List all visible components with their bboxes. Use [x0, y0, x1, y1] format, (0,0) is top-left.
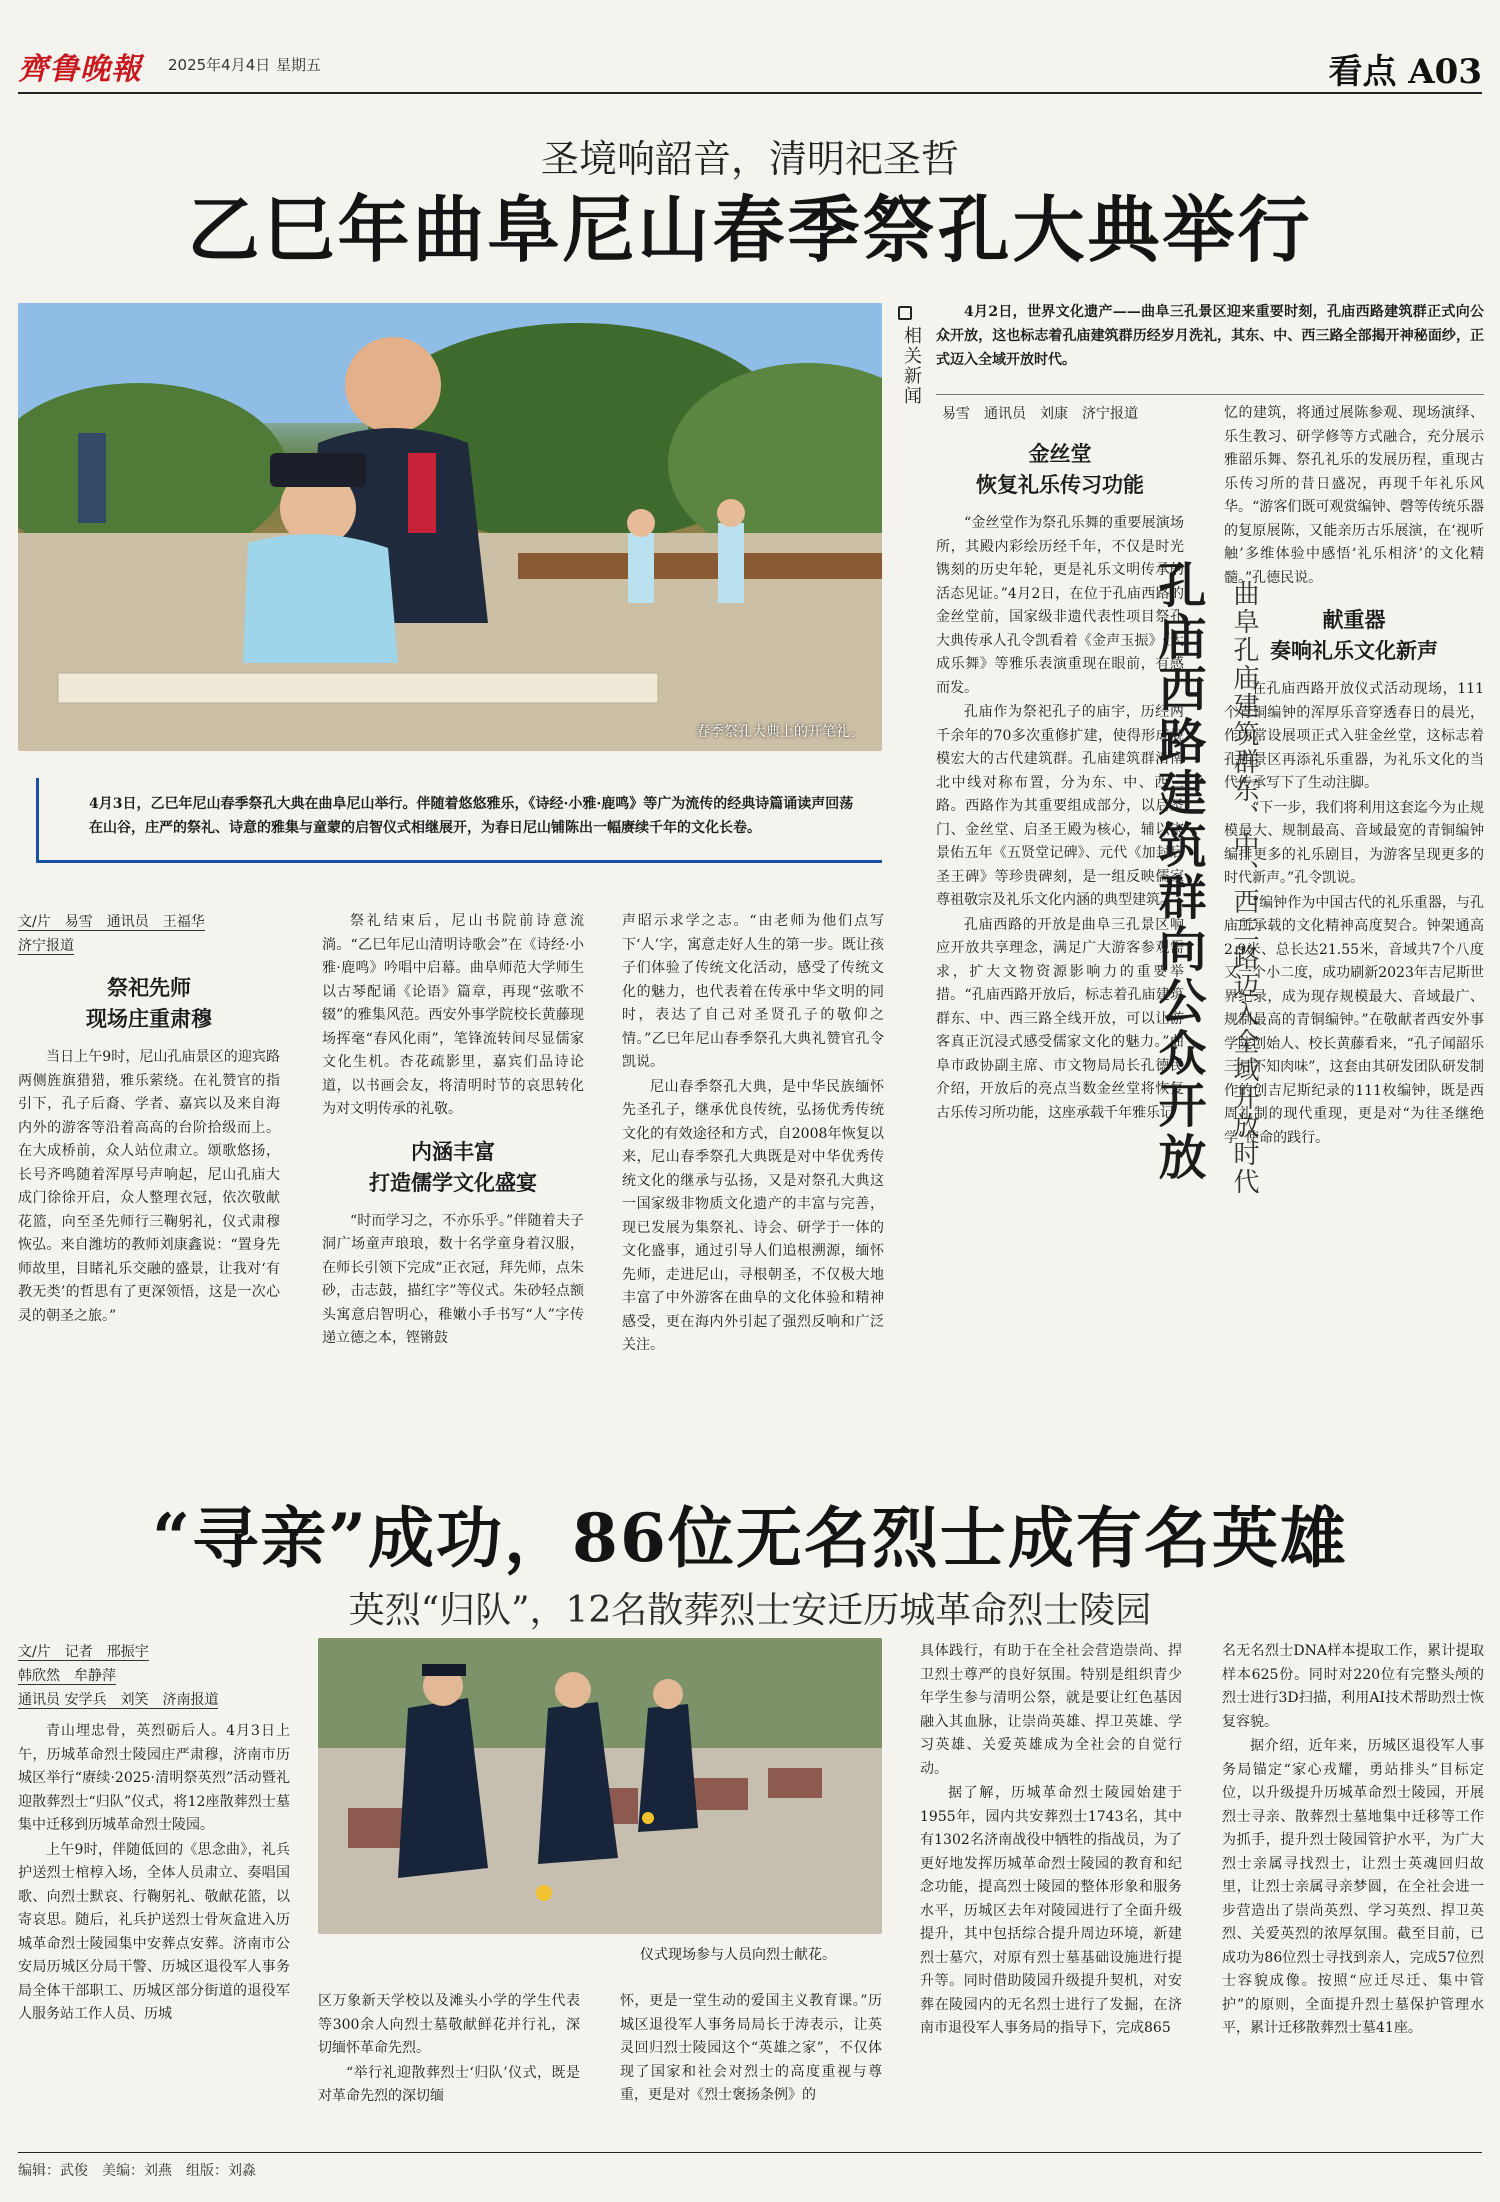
paragraph: “编钟作为中国古代的礼乐重器，与孔庙所承载的文化精神高度契合。钟架通高2.9米、总长达21.55米，音域共7个八度又一个小二度，成功刷新2023年吉尼斯世界纪录，成为现存规模最大、音域最广、规制最高的青铜编钟。”在敬献者西安外事学院创始人、校长黄藤看来，“孔子闻韶乐三月不知肉味”，这套由其研发团队研发制作的创吉尼斯纪录的111枚编钟，既是西周礼制的现代重现，更是对“为往圣继绝学”使命的践行。: [1224, 894, 1484, 1146]
story1-column-2: [322, 910, 584, 1462]
story1-byline-location: 济宁报道: [18, 938, 74, 954]
paragraph: 当日上午9时，尼山孔庙景区的迎宾路两侧旌旗猎猎，雅乐萦绕。在礼赞官的指引下，孔子后裔、学者、嘉宾以及来自海内外的游客等沿着高高的台阶拾级而上。在大成桥前，众人站位肃立。颂歌悠扬，长号齐鸣随着浑厚号声响起，尼山孔庙大成门徐徐开启，众人整理衣冠，依次敬献花篮，向至圣先师行三鞠躬礼，仪式肃穆恢弘。来自潍坊的教师刘康鑫说：“置身先师故里，目睹礼乐交融的盛景，让我对‘有教无类’的哲思有了更深领悟，这是一次心灵的朝圣之旅。”: [18, 1049, 280, 1324]
paragraph: 上午9时，伴随低回的《思念曲》，礼兵护送烈士棺椁入场，全体人员肃立、奏唱国歌、向烈士默哀、行鞠躬礼、敬献花篮，以寄哀思。随后，礼兵护送烈士骨灰盒进入历城革命烈士陵园集中安葬点安葬。济南市公安局历城区分局干警、历城区退役军人事务局全体干部职工、历城区部分街道的退役军人服务站工作人员、历城: [18, 1841, 290, 2022]
paragraph: 青山埋忠骨，英烈砺后人。4月3日上午，历城革命烈士陵园庄严肃穆，济南市历城区举行“赓续·2025·清明祭英烈”活动暨礼迎散葬烈士“归队”仪式，将12座散葬烈士墓集中迁移到历城革命烈士陵园。: [18, 1723, 290, 1833]
story2-divider: [936, 394, 1484, 395]
memorial-illustration: [318, 1638, 882, 1934]
paragraph: 据了解，历城革命烈士陵园始建于1955年，园内共安葬烈士1743名，其中有1302名济南战役中牺牲的指战员，为了更好地发挥历城革命烈士陵园的教育和纪念功能，提高烈士陵园的整体形象和服务水平，历城区去年对陵园进行了全面升级提升，其中包括综合提升周边环境，新建烈士墓穴，对原有烈士墓基础设施进行提升等。同时借助陵园升级提升契机，对安葬在陵园内的无名烈士进行了发掘，在济南市退役军人事务局的指导下，完成865: [920, 1785, 1182, 2036]
story1-subtitle: 圣境响韶音，清明祀圣哲: [540, 137, 959, 181]
story2-subhead-2: 献重器 奏响礼乐文化新声: [1270, 607, 1438, 663]
story2-byline: 易雪 通讯员 刘康 济宁报道: [942, 406, 1138, 422]
paragraph: 孔庙西路的开放是曲阜三孔景区响应开放共享理念，满足广大游客参观需求，扩大文物资源影响力的重要举措。“孔庙西路开放后，标志着孔庙建筑群东、中、西三路全线开放，可以让游客真正沉浸式感受儒家文化的魅力。”曲阜市政协副主席、市文物局局长孔德民介绍，开放后的亮点当数金丝堂将恢复古乐传习所功能，这座承载千年雅乐记: [936, 916, 1184, 1121]
story3-column-2: [318, 1990, 580, 2150]
story3-column-5: [1222, 1640, 1484, 2150]
masthead-rule: [18, 92, 1482, 94]
story3-byline-2: 韩欣然 牟静萍: [18, 1668, 116, 1684]
story3-column-3: [620, 1990, 882, 2150]
story2-column-a: [936, 432, 1184, 1432]
story1-subhead-1: 祭祀先师 现场庄重肃穆: [86, 975, 212, 1031]
ceremony-illustration: [18, 303, 882, 751]
ceremony-photo: [18, 303, 882, 751]
paragraph: 名无名烈士DNA样本提取工作，累计提取样本625份。同时对220位有完整头颅的烈士进行3D扫描，利用AI技术帮助烈士恢复容貌。: [1222, 1643, 1484, 1730]
paragraph: 怀，更是一堂生动的爱国主义教育课。”历城区退役军人事务局局长于涛表示，让英灵回归烈士陵园这个“英雄之家”，不仅体现了国家和社会对烈士的高度重视与尊重，更是对《烈士褒扬条例》的: [620, 1993, 882, 2103]
story1-column-1: [18, 910, 280, 1462]
issue-weekday: 星期五: [276, 56, 322, 74]
story2-headline: 孔庙西路建筑群向公众开放: [1150, 560, 1206, 1184]
memorial-photo-caption: 仪式现场参与人员向烈士献花。: [640, 1947, 836, 1963]
photo-caption: 春季祭孔大典上的开笔礼。: [696, 724, 864, 740]
paragraph: 尼山春季祭孔大典，是中华民族缅怀先圣孔子，继承优良传统，弘扬优秀传统文化的有效途径和方式，自2008年恢复以来，尼山春季祭孔大典既是对中华优秀传统文化的继承与弘扬，又是对祭孔大典这一国家级非物质文化遗产的丰富与完善，现已发展为集祭礼、诗会、研学于一体的文化盛事，通过引导人们追根溯源，缅怀先师，走进尼山，寻根朝圣，不仅极大地丰富了中外游客在曲阜的文化体验和精神感受，更在海内外引起了强烈反响和广泛关注。: [622, 1078, 884, 1353]
story3-column-1: [18, 1640, 290, 2150]
story3-subtitle: 英烈“归队”，12名散葬烈士安迁历城革命烈士陵园: [348, 1590, 1152, 1631]
newspaper-logo: 齊鲁晚報: [18, 52, 142, 87]
issue-date: 2025年4月4日: [168, 56, 271, 74]
story1-lead: 4月3日，乙巳年尼山春季祭孔大典在曲阜尼山举行。伴随着悠悠雅乐，《诗经·小雅·鹿鸣》等广为流传的经典诗篇诵读声回荡在山谷，庄严的祭礼、诗意的雅集与童蒙的启智仪式相继展开，为春日尼山铺陈出一幅赓续千年的文化长卷。: [36, 778, 882, 863]
paragraph: 据介绍，近年来，历城区退役军人事务局锚定“家心戎耀，勇站排头”目标定位，以升级提升历城革命烈士陵园，开展烈士寻亲、散葬烈士墓地集中迁移等工作为抓手，提升烈士陵园管护水平，为广大烈士亲属寻找烈士，让烈士英魂回归故里，让烈士亲属寻亲梦圆，在全社会进一步营造出了崇尚英烈、学习英烈、捍卫英烈、关爱英烈的浓厚氛围。截至目前，已成功为86位烈士寻找到亲人，完成57位烈士容貌成像。按照“应迁尽迁、集中管护”的原则，全面提升烈士墓保护管理水平，累计迁移散葬烈士墓41座。: [1222, 1738, 1484, 2036]
story2-column-b: [1224, 402, 1484, 1432]
story2-subhead-1: 金丝堂 恢复礼乐传习功能: [976, 441, 1144, 497]
paragraph: 在孔庙西路开放仪式活动现场，111个青铜编钟的浑厚乐音穿透春日的晨光，作为常设展项正式入驻金丝堂，这标志着孔庙景区再添礼乐重器，为礼乐文化的当代传承写下了生动注脚。: [1224, 681, 1484, 791]
paragraph: “时而学习之，不亦乐乎。”伴随着夫子洞广场童声琅琅，数十名学童身着汉服，在师长引领下完成“正衣冠，拜先师，点朱砂，击志鼓，描红字”等仪式。朱砂轻点额头寓意启智明心，稚嫩小手书写“人”字传递立德之本，铿锵鼓: [322, 1212, 584, 1346]
paragraph: 祭礼结束后，尼山书院前诗意流淌。“乙巳年尼山清明诗歌会”在《诗经·小雅·鹿鸣》吟唱中启幕。曲阜师范大学师生以古琴配诵《论语》篇章，再现“弦歌不辍”的雅集风范。西安外事学院校长黄藤现场挥毫“春风化雨”，笔锋流转间尽显儒家文化生机。杏花疏影里，嘉宾们品诗论道，以书画会友，将清明时节的哀思转化为对文明传承的礼敬。: [322, 913, 584, 1117]
paragraph: “下一步，我们将利用这套迄今为止规模最大、规制最高、音域最宽的青铜编钟编排更多的礼乐剧目，为游客呈现更多的时代新声。”孔令凯说。: [1224, 799, 1484, 886]
related-news-label: 相关新闻: [898, 306, 922, 406]
story3-byline-3: 通讯员 安学兵 刘笑 济南报道: [18, 1692, 219, 1708]
story2-subtitle: 曲阜孔庙建筑群东、中、西三路迈入全域开放时代: [1229, 580, 1259, 1196]
memorial-photo: [318, 1638, 882, 1934]
paragraph: 具体践行，有助于在全社会营造崇尚、捍卫烈士尊严的良好氛围。特别是组织青少年学生参与清明公祭，就是要让红色基因融入其血脉，让崇尚英雄、捍卫英雄、学习英雄、关爱英雄成为全社会的自觉行动。: [920, 1643, 1182, 1777]
paragraph: “金丝堂作为祭孔乐舞的重要展演场所，其殿内彩绘历经千年，不仅是时光镌刻的历史年轮，更是礼乐文明传承的活态见证。”4月2日，在位于孔庙西路的金丝堂前，国家级非遗代表性项目祭孔大典传承人孔令凯看着《金声玉振》《大成乐舞》等雅乐表演重现在眼前，有感而发。: [936, 515, 1184, 696]
footer-rule: [18, 2152, 1482, 2153]
story1-headline: 乙巳年曲阜尼山春季祭孔大典举行: [187, 187, 1313, 272]
paragraph: 区万象新天学校以及滩头小学的学生代表等300余人向烈士墓敬献鲜花并行礼，深切缅怀革命先烈。: [318, 1993, 580, 2056]
story3-headline: “寻亲”成功，86位无名烈士成有名英雄: [152, 1499, 1348, 1577]
story1-byline: 文/片 易雪 通讯员 王福华: [18, 914, 205, 930]
related-news-icon: [898, 306, 912, 320]
paragraph: “举行礼迎散葬烈士‘归队’仪式，既是对革命先烈的深切缅: [318, 2064, 580, 2104]
paragraph: 声昭示求学之志。“由老师为他们点写下‘人’字，寓意走好人生的第一步。既让孩子们体验了传统文化活动，感受了传统文化的魅力，也代表着在传承中华文明的同时，表达了自己对圣贤孔子的敬仰之情。”乙巳年尼山春季祭孔大典礼赞官孔令凯说。: [622, 913, 884, 1070]
story2-intro: 4月2日，世界文化遗产——曲阜三孔景区迎来重要时刻，孔庙西路建筑群正式向公众开放，这也标志着孔庙建筑群历经岁月洗礼，其东、中、西三路全部揭开神秘面纱，正式迈入全域开放时代。: [936, 304, 1484, 368]
section-label: 看点 A03: [1328, 52, 1482, 92]
editor-credits: 编辑：武俊 美编：刘燕 组版：刘淼: [18, 2163, 256, 2179]
story3-byline: 文/片 记者 邢振宇: [18, 1644, 149, 1660]
paragraph: 孔庙作为祭祀孔子的庙宇，历经两千余年的70多次重修扩建，使得形成规模宏大的古代建筑群。孔庙建筑群沿南北中线对称布置，分为东、中、西三路。西路作为其重要组成部分，以启圣门、金丝堂、启圣王殿为核心，辅以宋景佑五年《五贤堂记碑》、元代《加封启圣王碑》等珍贵碑刻，是一组反映儒家尊祖敬宗及礼乐文化内涵的典型建筑。: [936, 704, 1184, 908]
masthead: [18, 44, 1482, 90]
story1-subhead-2: 内涵丰富 打造儒学文化盛宴: [369, 1138, 537, 1195]
story3-column-4: [920, 1640, 1182, 2150]
paragraph: 忆的建筑，将通过展陈参观、现场演绎、乐生教习、研学修等方式融合，充分展示雅韶乐舞、祭孔礼乐的发展历程，重现古乐传习所的昔日盛况，再现千年礼乐风华。“游客们既可观赏编钟、磬等传统乐器的复原展陈，又能亲历古乐展演，在‘视听触’多维体验中感悟‘礼乐相济’的文化精髓。”孔德民说。: [1224, 405, 1484, 586]
story1-column-3: [622, 910, 884, 1462]
